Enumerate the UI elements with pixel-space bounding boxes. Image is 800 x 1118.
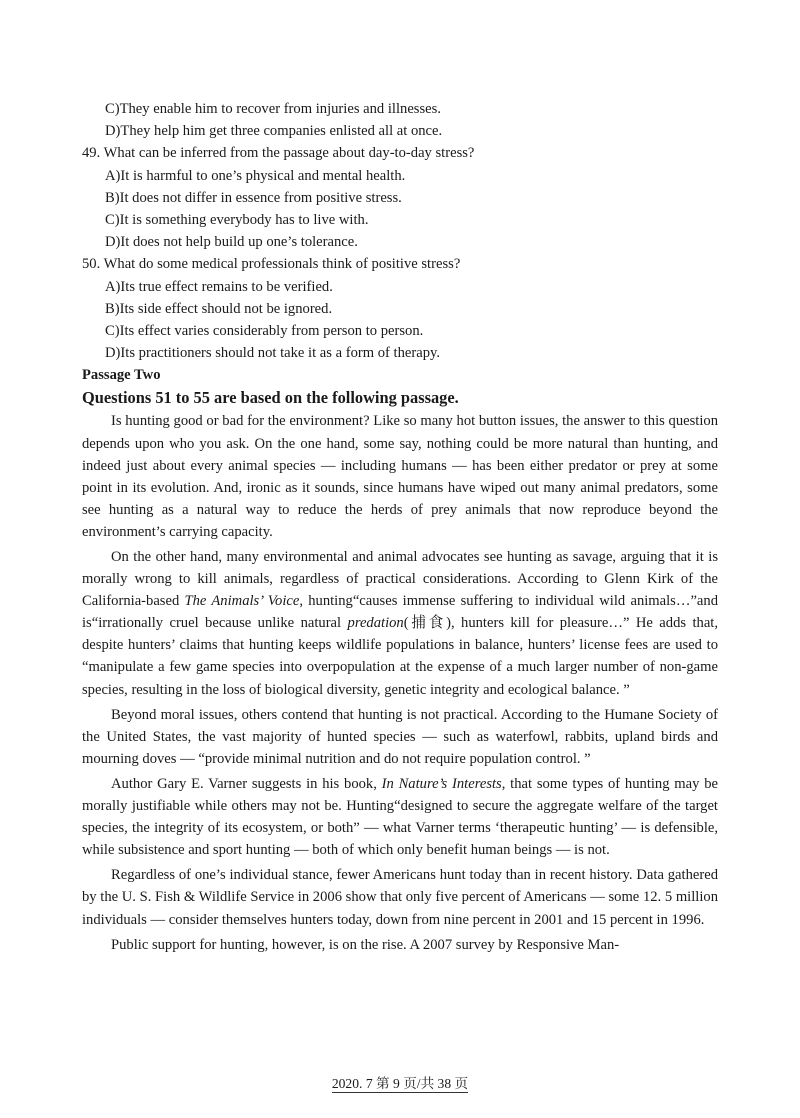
- paragraph-1: Is hunting good or bad for the environment? Like so many hot button issues, the answer to this question depends upon who you ask. On the one hand, some say, nothing could be more natural than hunting, and indeed just about every animal species — including humans — has been either predator or prey at some point in its evolution. And, ironic as it sounds, since humans have wiped out many animal predators, some see hunting as a natural way to reduce the herds of prey animals that now reproduce beyond the environment’s carrying capacity.: [82, 413, 718, 540]
- paragraph-4-part-a: Author Gary E. Varner suggests in his book,: [111, 775, 382, 792]
- page-number: 2020. 7 第 9 页/共 38 页: [331, 1076, 469, 1091]
- publication-title: The Animals’ Voice: [184, 593, 300, 610]
- paragraph-2: [82, 546, 718, 701]
- section-label: Passage Two: [82, 367, 161, 384]
- page-footer: [0, 1072, 800, 1092]
- q48-option-d: D)They help him get three companies enlisted all at once.: [105, 123, 443, 140]
- q50-option-a: A)Its true effect remains to be verified.: [105, 278, 333, 295]
- paragraph-3: Beyond moral issues, others contend that hunting is not practical. According to the Humane Society of the United States, the vast majority of hunted species — such as waterfowl, rabbits, upland birds and mourning doves — “provide minimal nutrition and do not require population control. ”: [82, 706, 718, 767]
- passage-heading: Questions 51 to 55 are based on the following passage.: [82, 388, 459, 408]
- q49-option-d: D)It does not help build up one’s tolerance.: [105, 234, 358, 251]
- paragraph-4: [82, 773, 718, 861]
- paragraph-6: Public support for hunting, however, is on the rise. A 2007 survey by Responsive Man-: [111, 936, 620, 953]
- paragraph-2-part-a: On the other hand, many environmental and animal advocates see hunting as savage, arguing that it is morally wrong to kill animals, regardless of practical considerations. According to Glenn Kirk of the California-based: [82, 549, 718, 610]
- q50-option-b: B)Its side effect should not be ignored.: [105, 300, 333, 317]
- q50-stem: 50. What do some medical professionals think of positive stress?: [82, 256, 461, 273]
- q48-option-c: C)They enable him to recover from injuries and illnesses.: [105, 101, 441, 117]
- book-title: In Nature’s Interests: [381, 775, 502, 792]
- q49-option-c: C)It is something everybody has to live with.: [105, 212, 369, 229]
- q49-option-b: B)It does not differ in essence from positive stress.: [105, 189, 402, 206]
- paragraph-4-part-b: , that some types of hunting may be morally justifiable while others may not be. Hunting“designed to secure the aggregate welfare of the target species, the integrity of its ecosystem, or both” — what Varner terms ‘therapeutic hunting’ — is defensible, while subsistence and sport hunting — both of which only benefit human beings — is not.: [82, 775, 718, 859]
- q50-option-d: D)Its practitioners should not take it as a form of therapy.: [105, 345, 441, 362]
- page-content: [82, 98, 718, 959]
- q49-stem: 49. What can be inferred from the passage about day-to-day stress?: [82, 145, 475, 162]
- predation-term: predation: [347, 615, 404, 632]
- q50-option-c: C)Its effect varies considerably from person to person.: [105, 323, 424, 340]
- paragraph-2-part-c: (捕食), hunters kill for pleasure…” He adds that, despite hunters’ claims that hunting keeps wildlife populations in balance, hunters’ license fees are used to “manipulate a few game species into overpopulation at the expense of a much larger number of non-game species, resulting in the loss of biological diversity, genetic integrity and ecological balance. ”: [82, 615, 718, 698]
- paragraph-5: Regardless of one’s individual stance, fewer Americans hunt today than in recent history. Data gathered by the U. S. Fish & Wildlife Service in 2006 show that only five percent of Americans — some 12. 5 million individuals — consider themselves hunters today, down from nine percent in 2001 and 15 percent in 1996.: [82, 867, 718, 928]
- paragraph-2-part-b: , hunting“causes immense suffering to individual wild animals…”and is“irrationally cruel because unlike natural: [82, 593, 719, 632]
- q49-option-a: A)It is harmful to one’s physical and mental health.: [105, 167, 406, 184]
